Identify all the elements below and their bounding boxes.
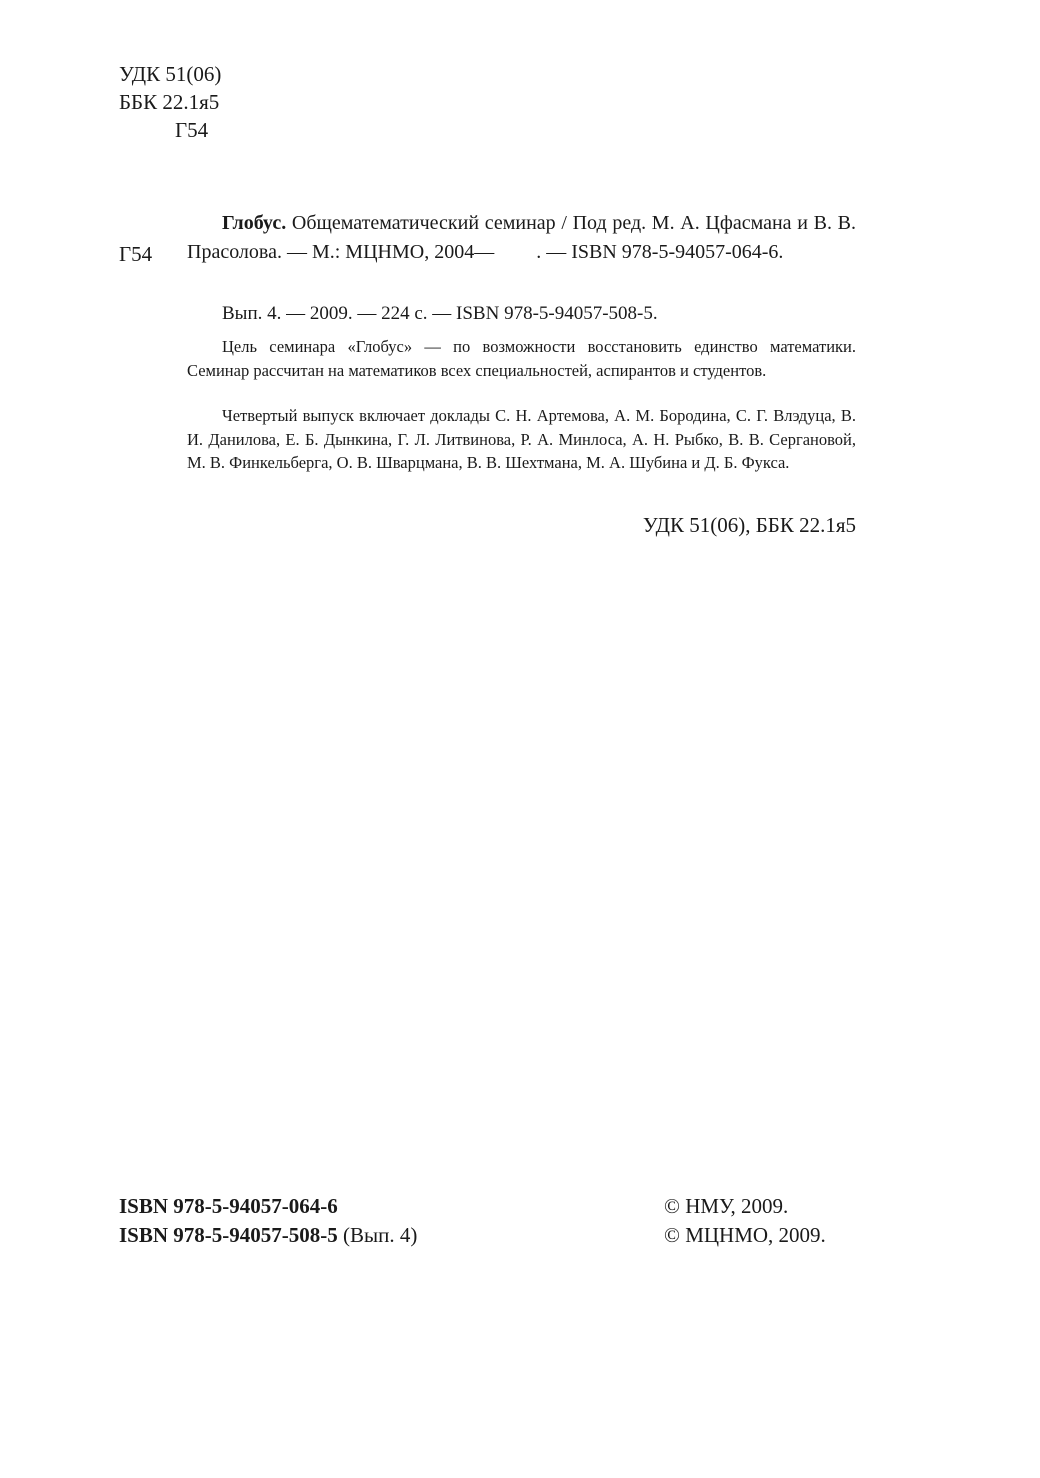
isbn-series [119,1192,338,1220]
copyright-nmu: © НМУ, 2009. [664,1194,789,1218]
annotation-text: Цель семинара «Глобус» — по возможности восстановить единство математики. Семинар рассчитан на математиков всех специальностей, аспирантов и студентов. [187,337,856,380]
copyright-mccme: © МЦНМО, 2009. [664,1223,826,1247]
entry-title: Глобус. [222,212,287,234]
udk-code: УДК 51(06) [119,62,222,86]
isbn-series-number: ISBN 978-5-94057-064-6 [119,1194,338,1218]
author-code: Г54 [175,118,209,142]
issue-line: Вып. 4. — 2009. — 224 с. — ISBN 978-5-94057-508-5. [222,303,658,324]
isbn-issue-number: ISBN 978-5-94057-508-5 [119,1223,338,1247]
isbn-issue-note: (Вып. 4) [337,1223,418,1247]
annotation-paragraph [187,335,856,382]
isbn-issue [119,1221,417,1249]
annotation-text: Четвертый выпуск включает доклады С. Н. Артемова, А. М. Бородина, С. Г. Влэдуца, В. И. Данилова, Е. Б. Дынкина, Г. Л. Литвинова, Р. А. Минлоса, А. Н. Рыбко, В. В. Сергановой, М. В. Финкельберга, О. В. Шварцмана, В. В. Шехтмана, М. А. Шубина и Д. Б. Фукса. [187,406,856,472]
entry-isbn: . — ISBN 978-5-94057-064-6. [536,241,784,263]
entry-margin-code: Г54 [119,242,153,266]
bibliographic-entry [187,209,856,267]
entry-main-text: Общематематический семинар / Под ред. М. А. Цфасмана и В. В. Прасолова. — М.: МЦНМО, 2004— [187,212,856,263]
classification-line: УДК 51(06), ББК 22.1я5 [642,513,856,537]
annotation-paragraph [187,404,856,475]
bbk-code: ББК 22.1я5 [119,90,220,114]
